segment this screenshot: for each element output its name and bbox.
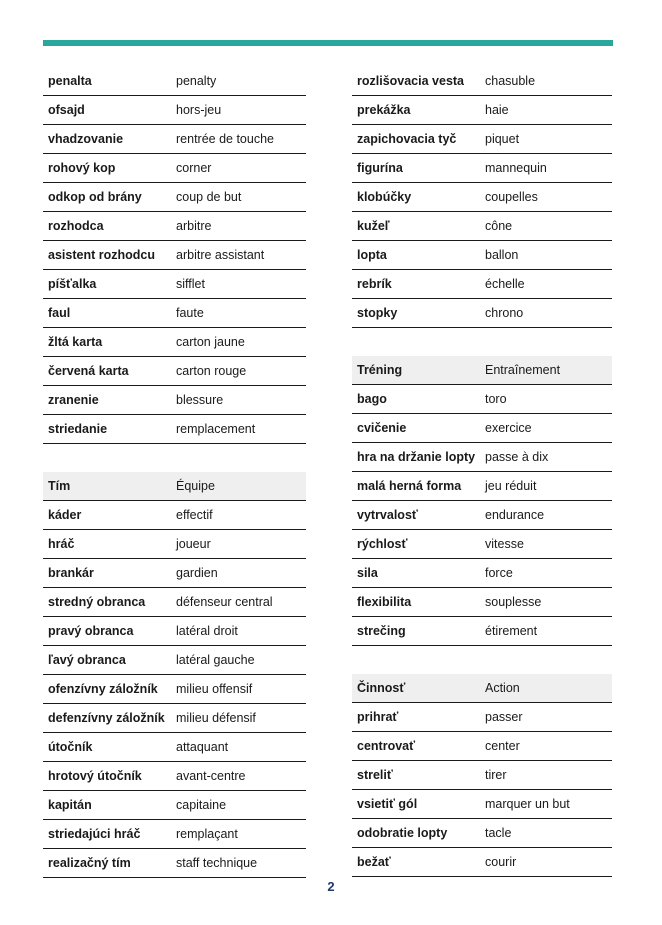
- term-slovak: strečing: [357, 624, 406, 638]
- term-french: endurance: [485, 508, 545, 522]
- term-french: ballon: [485, 248, 519, 262]
- term-slovak: malá herná forma: [357, 479, 462, 493]
- table-row: [43, 386, 306, 415]
- table-row: [352, 299, 612, 328]
- term-french: capitaine: [176, 798, 227, 812]
- table-row: [43, 704, 306, 733]
- term-french: remplaçant: [176, 827, 238, 841]
- header-french: Équipe: [176, 479, 215, 493]
- table-row: [352, 761, 612, 790]
- table-row: [352, 819, 612, 848]
- term-slovak: sila: [357, 566, 378, 580]
- table-row: [43, 270, 306, 299]
- table-row: [43, 183, 306, 212]
- table-row: [43, 820, 306, 849]
- term-slovak: bago: [357, 392, 387, 406]
- term-french: faute: [176, 306, 204, 320]
- table-row: [352, 270, 612, 299]
- term-slovak: rozlišovacia vesta: [357, 74, 465, 88]
- term-slovak: figurína: [357, 161, 403, 175]
- term-french: force: [485, 566, 513, 580]
- term-slovak: ofenzívny záložník: [48, 682, 158, 696]
- term-slovak: streliť: [357, 768, 393, 782]
- header-slovak: Činnosť: [357, 681, 406, 695]
- term-french: attaquant: [176, 740, 229, 754]
- term-french: hors-jeu: [176, 103, 222, 117]
- term-french: staff technique: [176, 856, 258, 870]
- table-row: [43, 733, 306, 762]
- term-french: arbitre: [176, 219, 212, 233]
- page-number: 2: [327, 879, 335, 894]
- table-row: [352, 848, 612, 877]
- term-slovak: stredný obranca: [48, 595, 146, 609]
- table-row: [43, 762, 306, 791]
- table-row: [352, 732, 612, 761]
- term-french: sifflet: [176, 277, 205, 291]
- table-row: [352, 183, 612, 212]
- term-french: remplacement: [176, 422, 256, 436]
- term-slovak: cvičenie: [357, 421, 407, 435]
- table-row: [352, 241, 612, 270]
- term-slovak: lopta: [357, 248, 387, 262]
- table-row: [352, 96, 612, 125]
- term-slovak: hrotový útočník: [48, 769, 142, 783]
- section-spacer: [352, 646, 612, 674]
- table-row: [43, 646, 306, 675]
- term-slovak: odobratie lopty: [357, 826, 448, 840]
- term-slovak: píšťalka: [48, 277, 97, 291]
- term-slovak: centrovať: [357, 739, 416, 753]
- term-slovak: striedanie: [48, 422, 108, 436]
- term-french: souplesse: [485, 595, 542, 609]
- term-slovak: rebrík: [357, 277, 392, 291]
- term-slovak: asistent rozhodcu: [48, 248, 155, 262]
- term-slovak: striedajúci hráč: [48, 827, 141, 841]
- term-french: carton rouge: [176, 364, 247, 378]
- term-slovak: klobúčky: [357, 190, 412, 204]
- term-french: haie: [485, 103, 509, 117]
- term-french: effectif: [176, 508, 213, 522]
- term-slovak: hra na držanie lopty: [357, 450, 476, 464]
- header-slovak: Tréning: [357, 363, 403, 377]
- term-slovak: bežať: [357, 855, 391, 869]
- term-french: rentrée de touche: [176, 132, 274, 146]
- term-slovak: rýchlosť: [357, 537, 408, 551]
- table-row: [352, 501, 612, 530]
- term-french: carton jaune: [176, 335, 245, 349]
- table-row: [43, 588, 306, 617]
- term-french: blessure: [176, 393, 224, 407]
- table-row: [352, 588, 612, 617]
- term-slovak: flexibilita: [357, 595, 412, 609]
- term-french: penalty: [176, 74, 217, 88]
- term-french: étirement: [485, 624, 538, 638]
- term-slovak: vsietiť gól: [357, 797, 418, 811]
- term-french: passe à dix: [485, 450, 549, 464]
- term-french: jeu réduit: [485, 479, 537, 493]
- term-french: avant-centre: [176, 769, 246, 783]
- section-header: [352, 356, 612, 385]
- term-slovak: faul: [48, 306, 71, 320]
- term-french: mannequin: [485, 161, 547, 175]
- table-row: [352, 154, 612, 183]
- term-french: latéral droit: [176, 624, 238, 638]
- term-french: tirer: [485, 768, 507, 782]
- table-row: [43, 530, 306, 559]
- term-slovak: žltá karta: [48, 335, 103, 349]
- section-spacer: [43, 444, 306, 472]
- term-slovak: prekážka: [357, 103, 411, 117]
- table-row: [352, 212, 612, 241]
- term-french: joueur: [176, 537, 211, 551]
- table-row: [43, 415, 306, 444]
- term-slovak: vytrvalosť: [357, 508, 418, 522]
- term-slovak: stopky: [357, 306, 398, 320]
- header-french: Action: [485, 681, 520, 695]
- table-row: [43, 617, 306, 646]
- table-row: [43, 791, 306, 820]
- table-row: [43, 328, 306, 357]
- term-french: latéral gauche: [176, 653, 255, 667]
- term-slovak: rohový kop: [48, 161, 116, 175]
- table-row: [43, 96, 306, 125]
- term-slovak: zranenie: [48, 393, 99, 407]
- term-slovak: ofsajd: [48, 103, 85, 117]
- table-row: [352, 385, 612, 414]
- table-row: [352, 617, 612, 646]
- section-spacer: [352, 328, 612, 356]
- table-row: [43, 125, 306, 154]
- term-french: exercice: [485, 421, 532, 435]
- section-header: [352, 674, 612, 703]
- term-slovak: vhadzovanie: [48, 132, 124, 146]
- term-slovak: odkop od brány: [48, 190, 142, 204]
- term-slovak: káder: [48, 508, 82, 522]
- table-row: [352, 414, 612, 443]
- term-slovak: červená karta: [48, 364, 129, 378]
- table-row: [43, 675, 306, 704]
- table-row: [352, 559, 612, 588]
- term-french: gardien: [176, 566, 218, 580]
- table-row: [43, 212, 306, 241]
- section-header: [43, 472, 306, 501]
- term-french: marquer un but: [485, 797, 570, 811]
- term-slovak: penalta: [48, 74, 92, 88]
- term-slovak: realizačný tím: [48, 856, 131, 870]
- table-row: [352, 790, 612, 819]
- table-row: [43, 67, 306, 96]
- term-slovak: hráč: [48, 537, 75, 551]
- table-row: [43, 357, 306, 386]
- term-french: chasuble: [485, 74, 536, 88]
- right-column: [352, 67, 612, 877]
- term-french: passer: [485, 710, 523, 724]
- term-french: milieu offensif: [176, 682, 253, 696]
- term-slovak: útočník: [48, 740, 93, 754]
- term-french: chrono: [485, 306, 524, 320]
- top-accent-bar: [43, 40, 613, 46]
- table-row: [352, 443, 612, 472]
- term-french: center: [485, 739, 520, 753]
- term-french: coup de but: [176, 190, 242, 204]
- table-row: [43, 501, 306, 530]
- term-french: cône: [485, 219, 513, 233]
- term-french: défenseur central: [176, 595, 273, 609]
- term-french: piquet: [485, 132, 520, 146]
- term-french: coupelles: [485, 190, 538, 204]
- term-slovak: kužeľ: [357, 219, 390, 233]
- table-row: [352, 125, 612, 154]
- term-french: corner: [176, 161, 212, 175]
- table-row: [352, 703, 612, 732]
- table-row: [43, 559, 306, 588]
- term-french: toro: [485, 392, 507, 406]
- term-slovak: zapichovacia tyč: [357, 132, 457, 146]
- table-row: [43, 241, 306, 270]
- term-slovak: rozhodca: [48, 219, 104, 233]
- term-slovak: ľavý obranca: [48, 653, 126, 667]
- term-french: échelle: [485, 277, 525, 291]
- table-row: [352, 67, 612, 96]
- table-row: [352, 530, 612, 559]
- table-row: [352, 472, 612, 501]
- table-row: [43, 849, 306, 878]
- term-french: courir: [485, 855, 517, 869]
- table-row: [43, 154, 306, 183]
- term-slovak: prihrať: [357, 710, 399, 724]
- term-slovak: kapitán: [48, 798, 92, 812]
- table-row: [43, 299, 306, 328]
- left-column: [43, 67, 306, 878]
- term-french: tacle: [485, 826, 512, 840]
- header-french: Entraînement: [485, 363, 561, 377]
- term-french: arbitre assistant: [176, 248, 265, 262]
- term-slovak: defenzívny záložník: [48, 711, 165, 725]
- term-french: milieu défensif: [176, 711, 256, 725]
- term-slovak: pravý obranca: [48, 624, 134, 638]
- term-french: vitesse: [485, 537, 524, 551]
- term-slovak: brankár: [48, 566, 94, 580]
- header-slovak: Tím: [48, 479, 71, 493]
